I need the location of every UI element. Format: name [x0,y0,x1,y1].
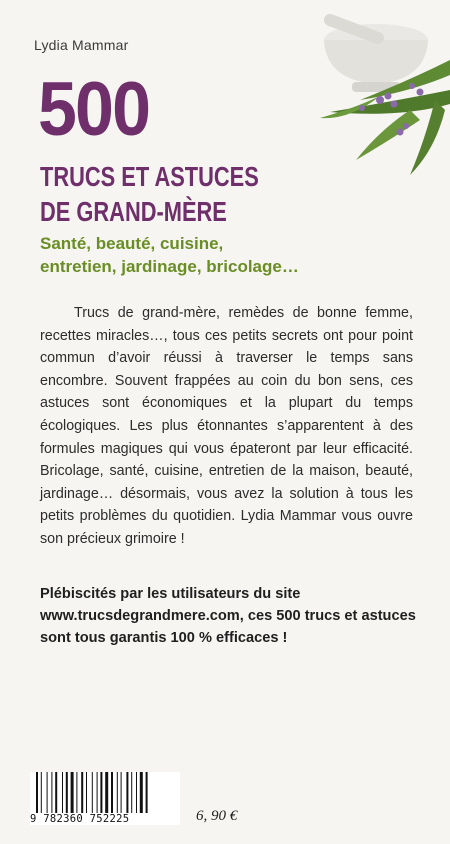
title-line-1: TRUCS ET ASTUCES [40,161,259,192]
isbn-number: 9 782360 752225 [30,813,180,825]
subtitle-line-1: Santé, beauté, cuisine, [40,234,224,253]
subtitle [40,232,299,278]
title-line-2: DE GRAND-MÈRE [40,196,227,227]
subtitle-line-2: entretien, jardinage, bricolage… [40,257,299,276]
price: 6, 90 € [196,808,238,824]
title-number: 500 [38,67,150,152]
highlight-paragraph: Plébiscités par les utilisateurs du site www.trucsdegrandmere.com, ces 500 trucs et astuces sont tous garantis 100 % efficaces ! [40,586,416,646]
author-name: Lydia Mammar [34,37,129,53]
mortar-herbs-illustration [260,0,450,180]
description-paragraph: Trucs de grand-mère, remèdes de bonne femme, recettes miracles…, tous ces petits secrets ont pour point commun d’avoir réussi à traverser le temps sans encombre. Souvent frappées au coin du bon sens, ces astuces sont économiques et la plupart du temps écologiques. Les plus étonnantes s’apparentent à des formules magiques qui vous épateront par leur efficacité. Bricolage, santé, cuisine, entretien de la maison, beauté, jardinage… désormais, vous avez la solution à tous les petits problèmes du quotidien. Lydia Mammar vous ouvre son précieux grimoire ! [40,305,413,547]
book-title [40,159,259,229]
